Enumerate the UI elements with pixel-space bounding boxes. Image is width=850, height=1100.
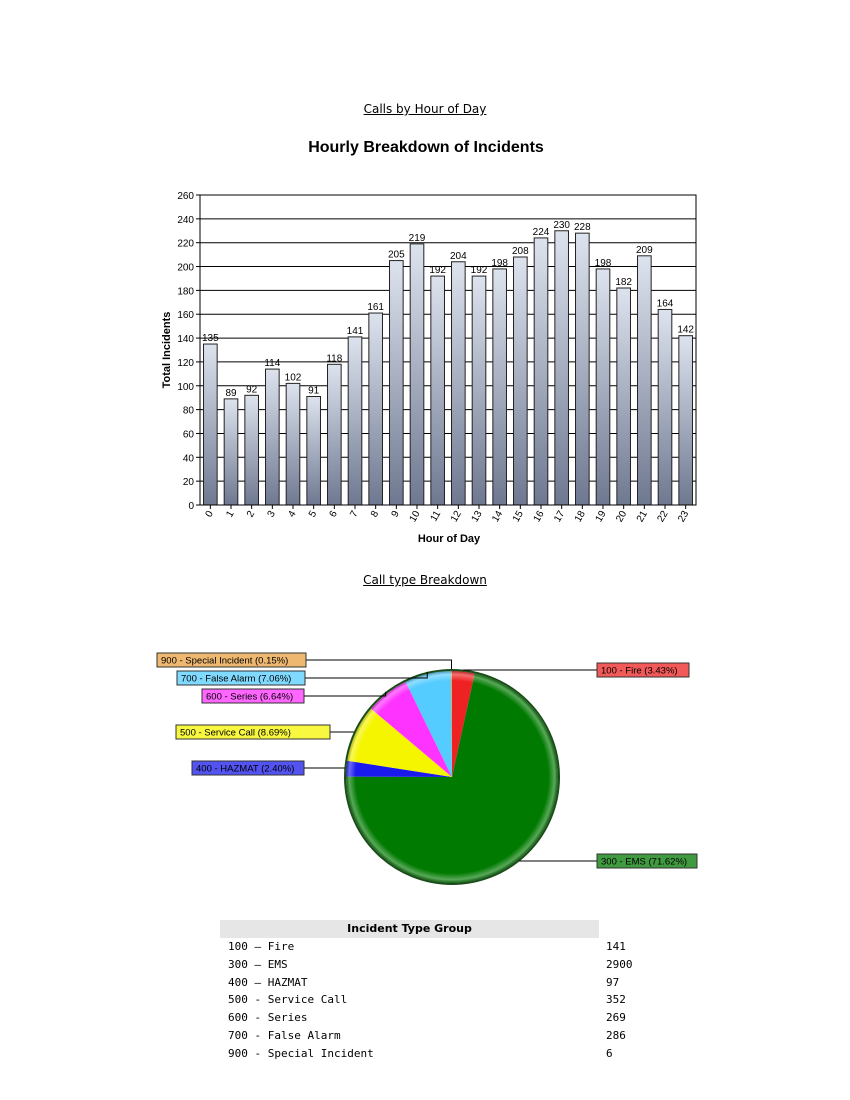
incident-type-cell: 400 – HAZMAT <box>228 975 308 989</box>
incident-type-cell: 100 – Fire <box>228 940 295 953</box>
x-tick-label: 15 <box>510 509 526 525</box>
incident-type-cell: 500 - Service Call <box>228 993 348 1007</box>
bar-value-label: 135 <box>201 333 219 345</box>
incident-count-cell: 2900 <box>606 957 633 971</box>
bar-value-label: 118 <box>326 353 343 365</box>
pie-slice-label: 600 - Series (6.64%) <box>206 691 294 703</box>
x-tick-label: 5 <box>306 509 320 520</box>
y-tick-label: 160 <box>177 310 194 322</box>
pie-slice-label: 300 - EMS (71.62%) <box>601 856 688 868</box>
chart-title: Hourly Breakdown of Incidents <box>308 139 544 156</box>
table-row <box>220 956 660 974</box>
y-tick-label: 260 <box>177 191 194 202</box>
bar-value-label: 182 <box>615 277 633 288</box>
bar-value-label: 92 <box>246 384 258 396</box>
bar-value-label: 205 <box>387 249 405 261</box>
section-title-call-type: Call type Breakdown <box>363 573 487 587</box>
incident-type-cell: 300 – EMS <box>228 957 288 971</box>
incident-type-cell: 900 - Special Incident <box>228 1046 374 1060</box>
bar-value-label: 164 <box>656 298 674 310</box>
table-header: Incident Type Group <box>220 920 599 938</box>
x-tick-label: 19 <box>593 509 609 525</box>
x-tick-label: 7 <box>348 509 361 520</box>
x-tick-label: 2 <box>244 509 258 520</box>
incident-type-cell: 600 - Series <box>228 1011 308 1025</box>
bar-value-label: 142 <box>677 324 695 336</box>
bar-value-label: 208 <box>511 246 529 257</box>
y-tick-label: 220 <box>177 238 194 250</box>
y-tick-label: 80 <box>182 405 194 417</box>
incident-count-cell: 269 <box>606 1011 626 1025</box>
pie-leader-line <box>304 692 386 696</box>
x-tick-label: 12 <box>448 509 464 525</box>
pie-leader-line <box>305 672 427 678</box>
incident-type-table <box>220 920 660 1063</box>
bar-value-label: 89 <box>225 387 237 399</box>
y-tick-label: 180 <box>177 286 194 298</box>
bar-value-label: 204 <box>449 250 467 262</box>
bar-value-label: 230 <box>553 219 571 231</box>
pie-leader-line <box>306 660 451 669</box>
bar-value-label: 141 <box>346 325 364 337</box>
y-tick-label: 200 <box>177 262 194 274</box>
x-tick-label: 14 <box>490 508 506 525</box>
table-row <box>220 938 660 956</box>
x-axis-label: Hour of Day <box>417 533 481 545</box>
table-row <box>220 991 660 1009</box>
bar-value-label: 219 <box>408 232 426 244</box>
x-tick-label: 11 <box>428 509 444 524</box>
incident-type-cell: 700 - False Alarm <box>228 1028 341 1042</box>
y-axis-label: Total Incidents <box>161 311 173 389</box>
y-tick-label: 20 <box>182 477 194 489</box>
x-tick-label: 8 <box>368 509 382 520</box>
y-tick-label: 140 <box>177 334 194 346</box>
x-tick-label: 6 <box>327 509 340 520</box>
table-row <box>220 1045 660 1063</box>
bar-value-label: 209 <box>635 244 653 256</box>
pie-slice-label: 100 - Fire (3.43%) <box>601 665 678 677</box>
section-title-calls-by-hour: Calls by Hour of Day <box>363 102 487 116</box>
bar-value-label: 91 <box>308 385 320 397</box>
incident-count-cell: 141 <box>606 940 626 953</box>
x-tick-label: 10 <box>407 509 423 525</box>
y-tick-label: 60 <box>182 429 194 441</box>
x-tick-label: 1 <box>224 509 237 520</box>
bar-value-label: 228 <box>573 222 591 234</box>
pie-slice-label: 700 - False Alarm (7.06%) <box>181 673 292 685</box>
pie-slice-label: 400 - HAZMAT (2.40%) <box>196 763 295 775</box>
table-row <box>220 1009 660 1027</box>
incident-count-cell: 6 <box>606 1046 613 1060</box>
bar-value-label: 102 <box>284 372 302 384</box>
y-tick-label: 100 <box>177 381 194 393</box>
y-tick-label: 240 <box>177 214 194 226</box>
x-tick-label: 21 <box>634 509 650 525</box>
x-tick-label: 4 <box>286 509 299 520</box>
incident-count-cell: 286 <box>606 1028 626 1042</box>
x-tick-label: 13 <box>469 509 485 525</box>
x-tick-label: 22 <box>655 509 671 525</box>
bar-value-label: 192 <box>429 265 447 277</box>
x-tick-label: 17 <box>552 509 568 525</box>
x-tick-label: 3 <box>265 509 278 520</box>
pie-slice-label: 900 - Special Incident (0.15%) <box>161 655 289 667</box>
bar-value-label: 161 <box>367 302 385 314</box>
x-tick-label: 0 <box>203 509 216 520</box>
incident-count-cell: 352 <box>606 993 626 1007</box>
bar-value-label: 192 <box>470 265 488 277</box>
bar-value-label: 114 <box>264 358 281 370</box>
x-tick-label: 16 <box>531 509 547 525</box>
pie-rim <box>345 670 559 884</box>
bar-value-label: 198 <box>594 257 612 269</box>
table-row <box>220 1027 660 1045</box>
bar-value-label: 198 <box>491 257 509 269</box>
x-tick-label: 18 <box>572 509 588 525</box>
bar-value-label: 224 <box>532 226 550 238</box>
x-tick-label: 9 <box>389 509 402 520</box>
x-tick-label: 20 <box>614 509 630 525</box>
y-tick-label: 120 <box>177 357 194 369</box>
pie-slice-label: 500 - Service Call (8.69%) <box>180 727 291 739</box>
table-row <box>220 974 660 992</box>
x-tick-label: 23 <box>676 509 692 525</box>
y-tick-label: 40 <box>182 453 194 465</box>
y-tick-label: 0 <box>188 501 194 512</box>
incident-count-cell: 97 <box>606 975 620 989</box>
